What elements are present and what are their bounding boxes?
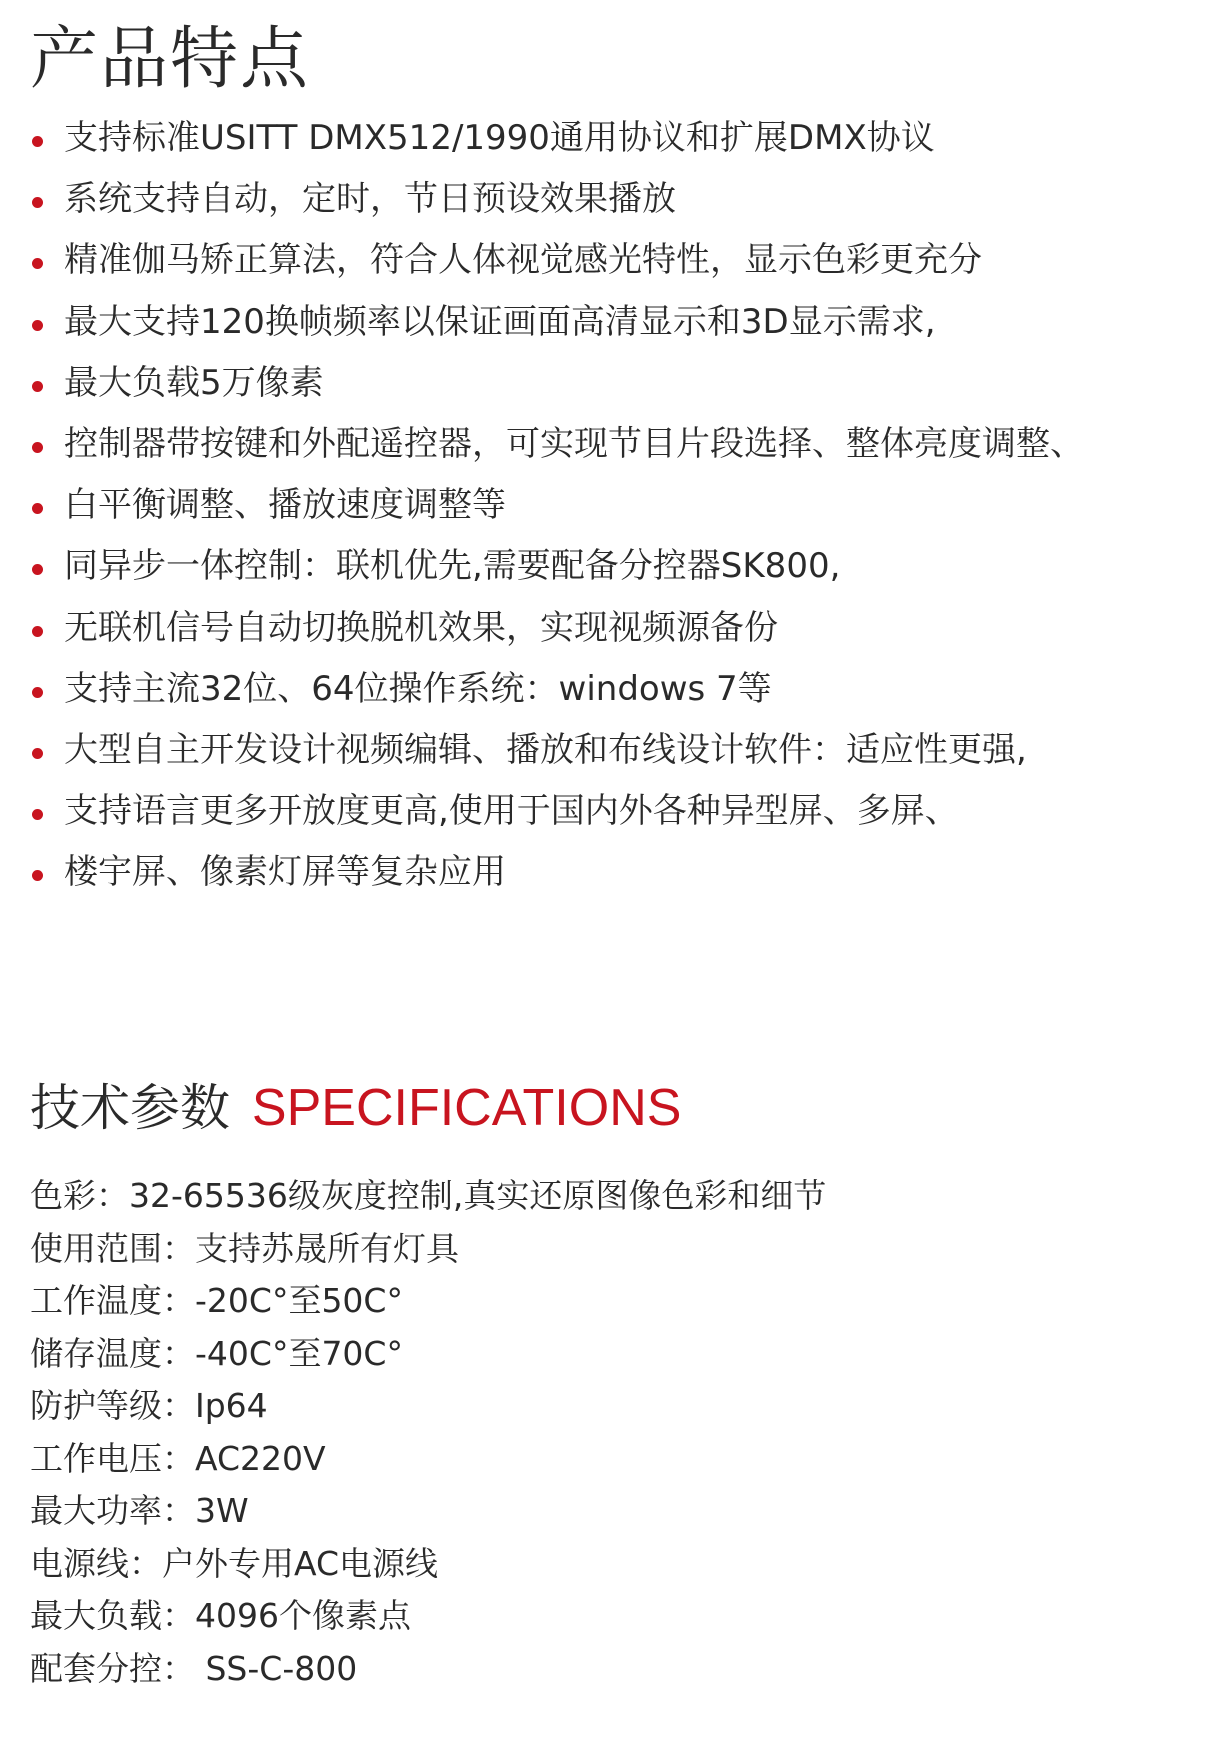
spec-row-color: 色彩：32-65536级灰度控制,真实还原图像色彩和细节 (30, 1176, 827, 1215)
specs-list (30, 1170, 826, 1695)
spec-row-scope: 使用范围：支持苏晟所有灯具 (30, 1228, 459, 1268)
feature-item (30, 108, 1084, 169)
feature-text: 精准伽马矫正算法，符合人体视觉感光特性，显示色彩更充分 (64, 240, 982, 281)
bullet-dot-icon (32, 442, 43, 453)
specs-title-en: SPECIFICATIONS (251, 1079, 682, 1137)
feature-item (30, 230, 1084, 291)
feature-text: 同异步一体控制：联机优先,需要配备分控器SK800, (64, 546, 841, 587)
feature-item (30, 781, 1084, 842)
bullet-dot-icon (32, 136, 43, 147)
bullet-dot-icon (32, 197, 43, 208)
feature-text: 最大支持120换帧频率以保证画面高清显示和3D显示需求, (64, 301, 936, 342)
feature-text: 大型自主开发设计视频编辑、播放和布线设计软件：适应性更强, (64, 729, 1027, 770)
feature-text: 支持标准USITT DMX512/1990通用协议和扩展DMX协议 (64, 118, 935, 158)
spec-row-power: 最大功率：3W (30, 1491, 249, 1530)
bullet-dot-icon (32, 258, 43, 269)
spec-row-protection: 防护等级：Ip64 (30, 1386, 268, 1425)
feature-item (30, 536, 1084, 597)
spec-row-controller: 配套分控： SS-C-800 (30, 1648, 358, 1688)
spec-row-voltage: 工作电压：AC220V (30, 1438, 326, 1478)
feature-text: 系统支持自动，定时，节日预设效果播放 (64, 179, 676, 220)
spec-row-storage-temp: 储存温度：-40C°至70C° (30, 1333, 403, 1373)
spec-row-operating-temp: 工作温度：-20C°至50C° (30, 1281, 403, 1320)
feature-text: 最大负载5万像素 (64, 362, 324, 403)
feature-text: 白平衡调整、播放速度调整等 (64, 485, 506, 526)
features-list (30, 108, 1084, 903)
features-title: 产品特点 (30, 20, 311, 99)
feature-text: 控制器带按键和外配遥控器，可实现节目片段选择、整体亮度调整、 (64, 423, 1084, 464)
feature-item (30, 414, 1084, 475)
bullet-dot-icon (32, 870, 43, 881)
bullet-dot-icon (32, 626, 43, 637)
feature-item (30, 353, 1084, 414)
feature-item (30, 169, 1084, 230)
feature-item (30, 659, 1084, 720)
spec-row-max-load: 最大负载：4096个像素点 (30, 1596, 411, 1635)
bullet-dot-icon (32, 503, 43, 514)
bullet-dot-icon (32, 320, 43, 331)
specs-title (30, 1073, 681, 1143)
feature-text: 支持主流32位、64位操作系统：windows 7等 (64, 668, 772, 709)
specs-title-cn: 技术参数 (30, 1079, 230, 1137)
bullet-dot-icon (32, 381, 43, 392)
feature-text: 支持语言更多开放度更高,使用于国内外各种异型屏、多屏、 (64, 791, 959, 832)
feature-item (30, 598, 1084, 659)
feature-text: 无联机信号自动切换脱机效果，实现视频源备份 (64, 607, 778, 648)
feature-item (30, 475, 1084, 536)
feature-text: 楼宇屏、像素灯屏等复杂应用 (64, 852, 506, 893)
feature-item (30, 720, 1084, 781)
feature-item (30, 292, 1084, 353)
bullet-dot-icon (32, 564, 43, 575)
spec-row-power-cable: 电源线：户外专用AC电源线 (30, 1543, 439, 1583)
bullet-dot-icon (32, 687, 43, 698)
bullet-dot-icon (32, 748, 43, 759)
feature-item (30, 842, 1084, 903)
bullet-dot-icon (32, 809, 43, 820)
